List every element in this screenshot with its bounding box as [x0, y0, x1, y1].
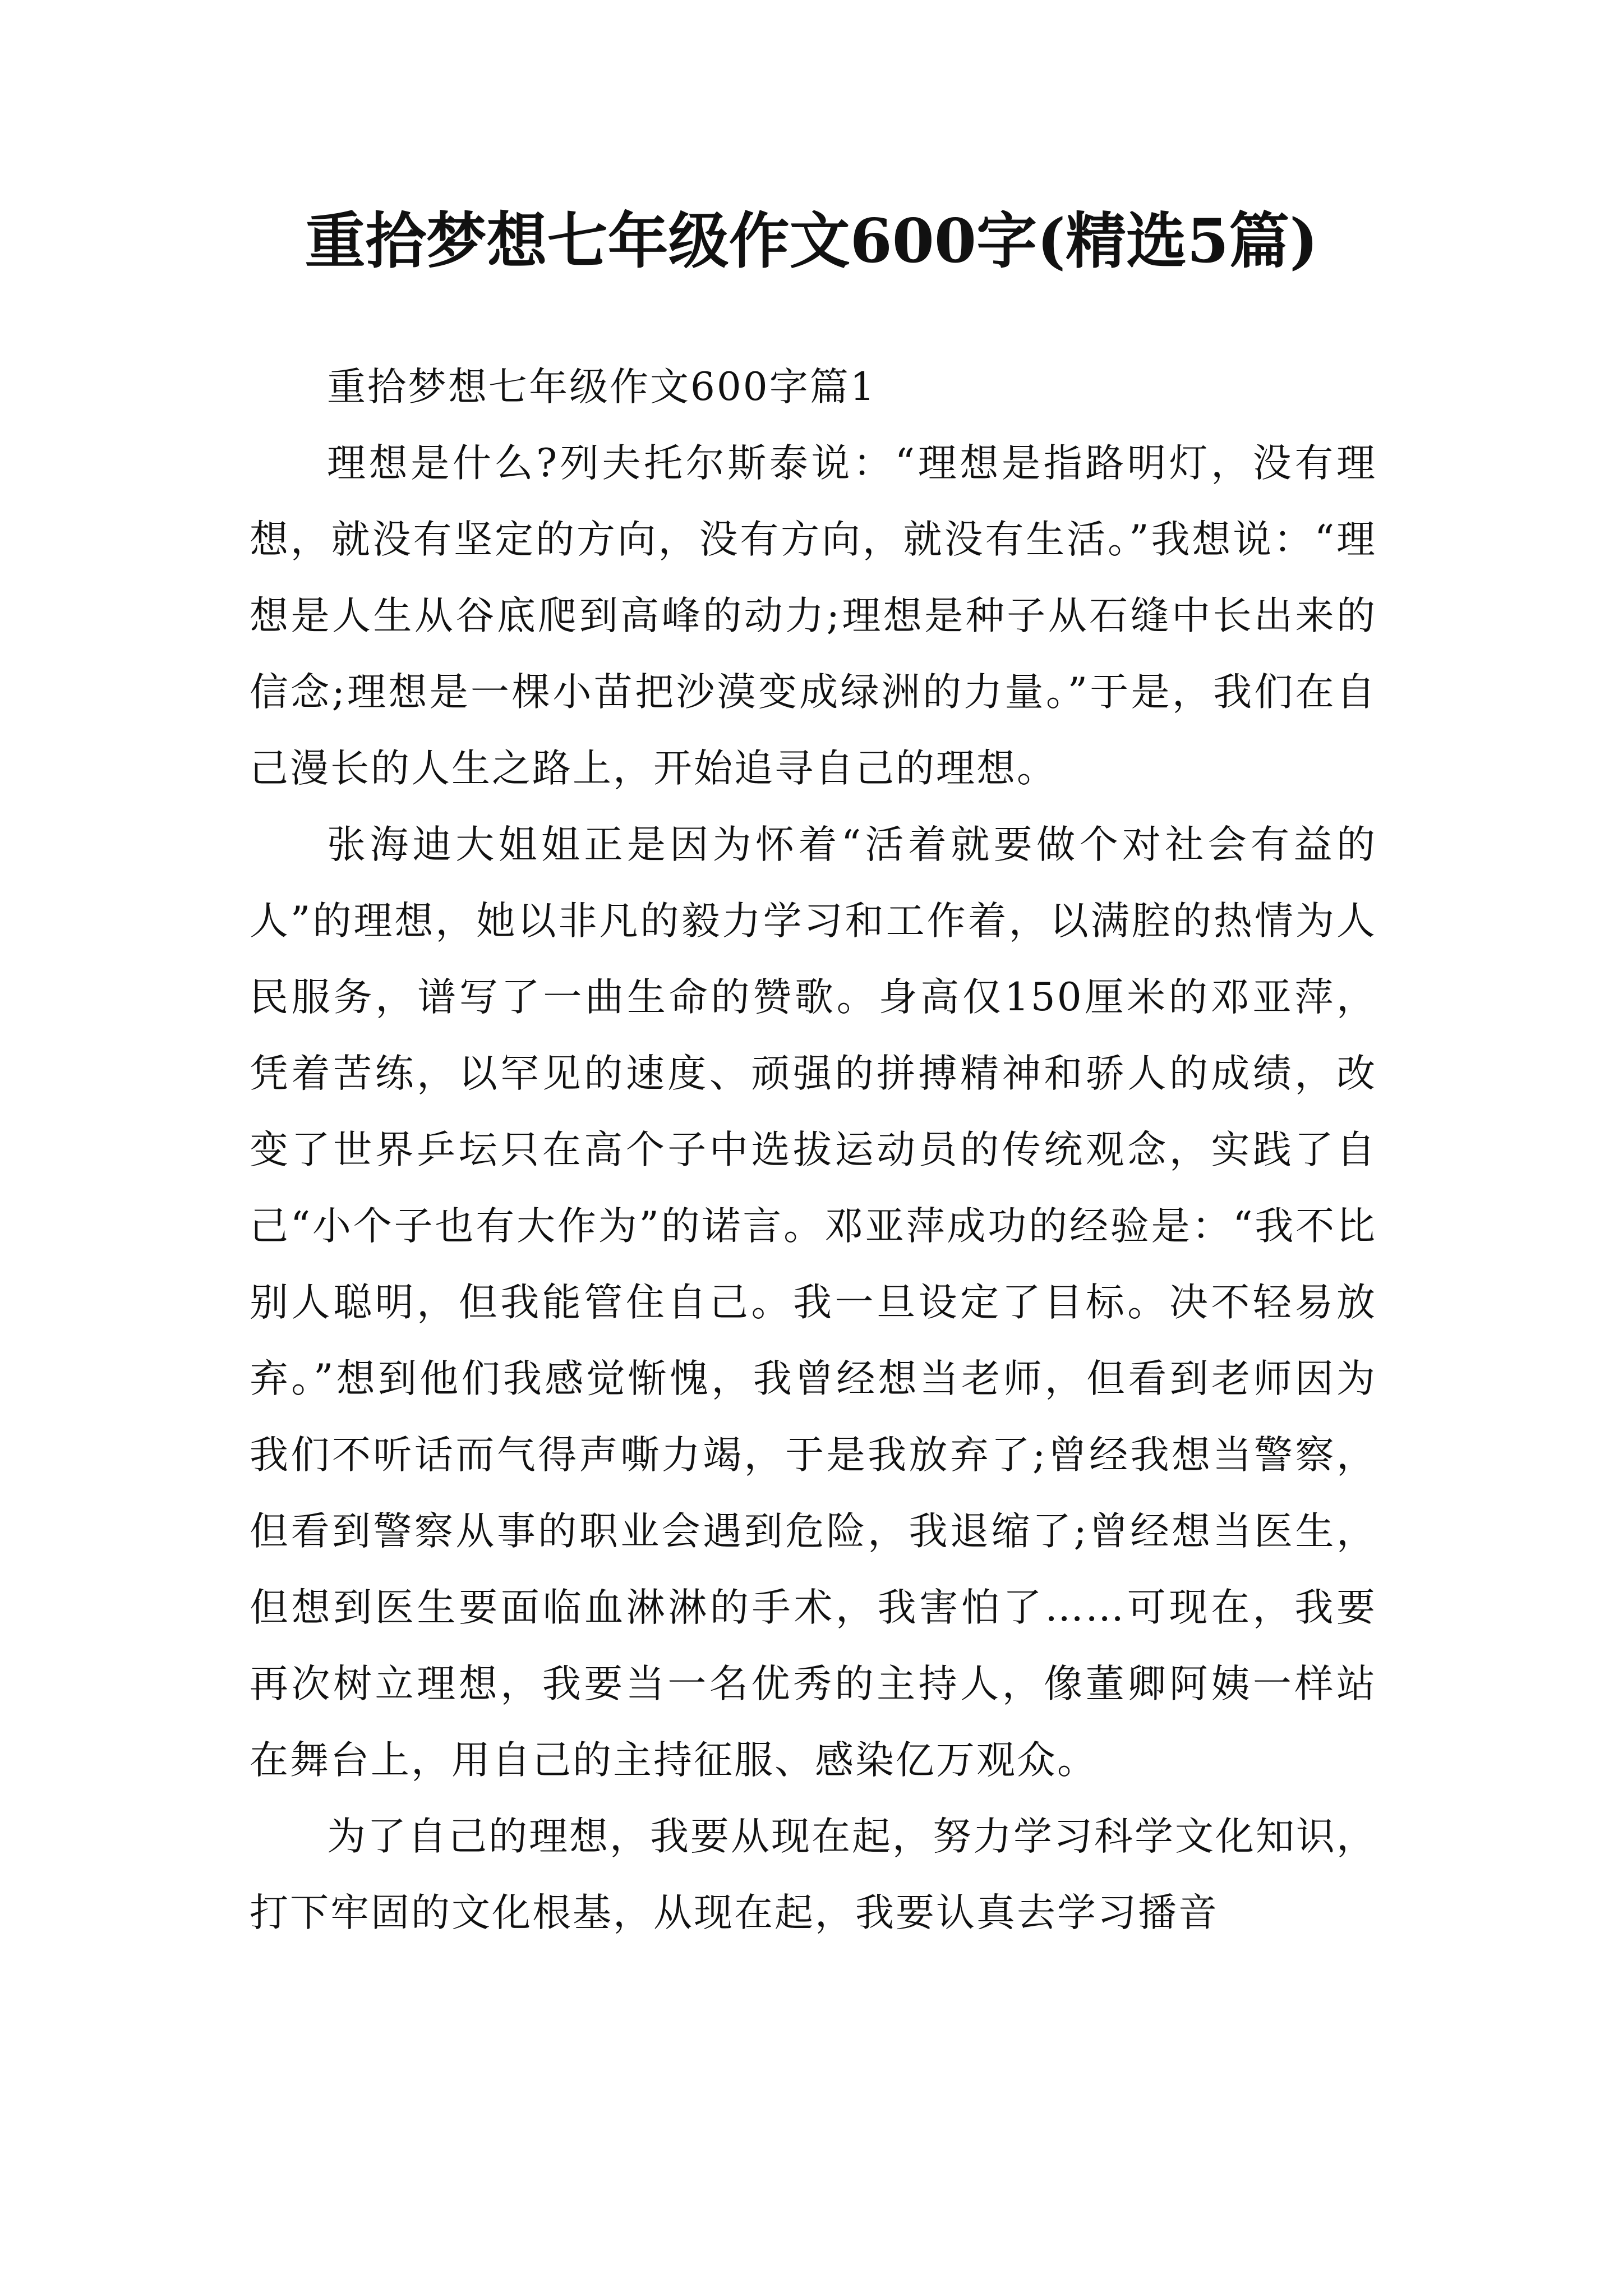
section-heading: 重拾梦想七年级作文600字篇1 [327, 365, 877, 409]
document-body [250, 349, 1377, 1951]
paragraph: 张海迪大姐姐正是因为怀着“活着就要做个对社会有益的人”的理想，她以非凡的毅力学习和工作着，以满腔的热情为人民服务，谱写了一曲生命的赞歌。身高仅150厘米的邓亚萍，凭着苦练，以罕见的速度、顽强的拼搏精神和骄人的成绩，改变了世界乒坛只在高个子中选拔运动员的传统观念，实践了自己“小个子也有大作为”的诺言。邓亚萍成功的经验是：“我不比别人聪明，但我能管住自己。我一旦设定了目标。决不轻易放弃。”想到他们我感觉惭愧，我曾经想当老师，但看到老师因为我们不听话而气得声嘶力竭，于是我放弃了;曾经我想当警察，但看到警察从事的职业会遇到危险，我退缩了;曾经想当医生，但想到医生要面临血淋淋的手术，我害怕了……可现在，我要再次树立理想，我要当一名优秀的主持人，像董卿阿姨一样站在舞台上，用自己的主持征服、感染亿万观众。 [250, 822, 1377, 1783]
document-title: 重拾梦想七年级作文600字(精选5篇) [305, 206, 1318, 277]
paragraph: 为了自己的理想，我要从现在起，努力学习科学文化知识，打下牢固的文化根基，从现在起，我要认真去学习播音 [250, 1814, 1377, 1935]
paragraph: 理想是什么?列夫托尔斯泰说：“理想是指路明灯，没有理想，就没有坚定的方向，没有方向，就没有生活。”我想说：“理想是人生从谷底爬到高峰的动力;理想是种子从石缝中长出来的信念;理想是一棵小苗把沙漠变成绿洲的力量。”于是，我们在自己漫长的人生之路上，开始追寻自己的理想。 [250, 441, 1377, 791]
